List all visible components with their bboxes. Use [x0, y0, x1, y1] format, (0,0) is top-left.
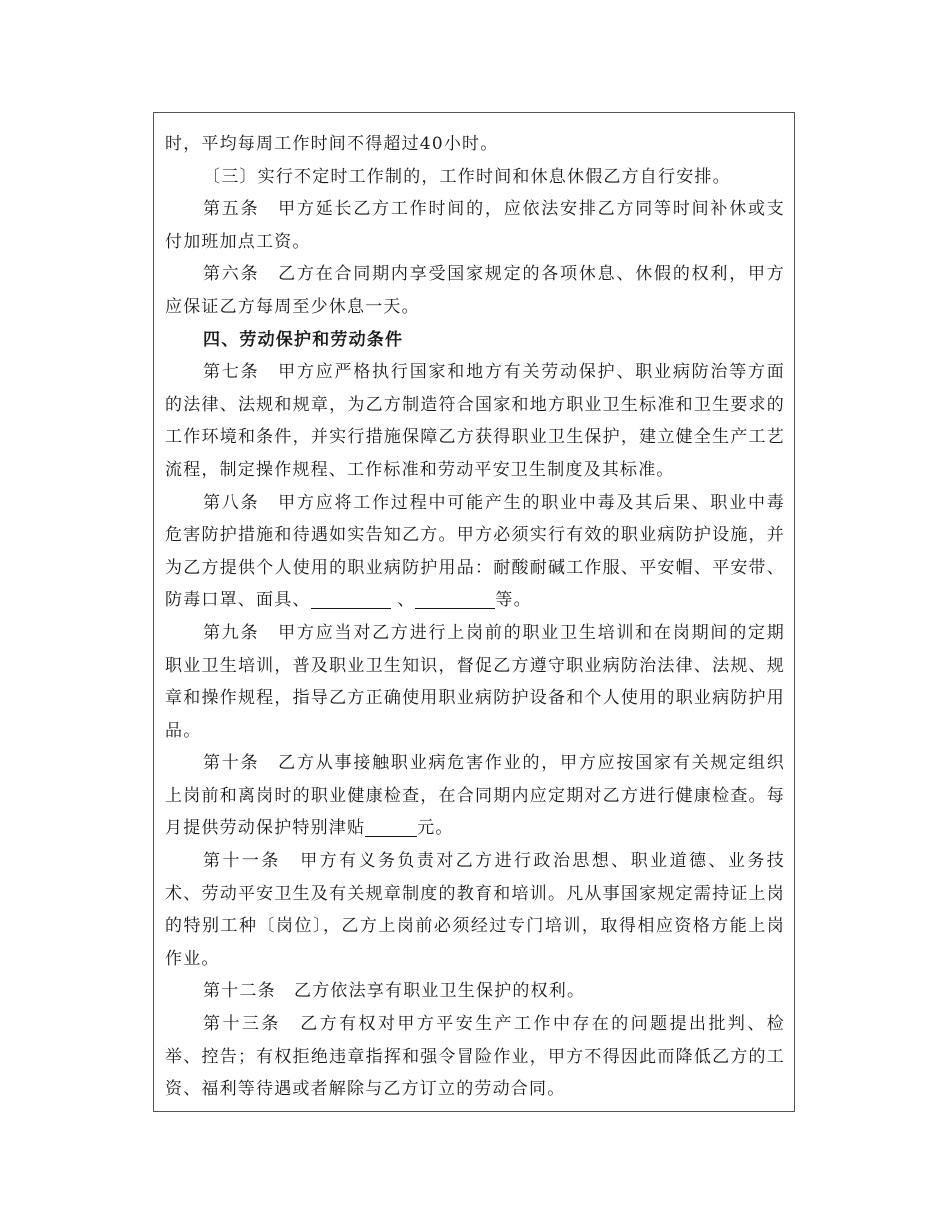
article-5: 第五条 甲方延长乙方工作时间的，应依法安排乙方同等时间补休或支付加班加点工资。	[165, 199, 785, 252]
section-heading-labor-protection: 四、劳动保护和劳动条件	[203, 329, 404, 350]
article-6: 第六条 乙方在合同期内享受国家规定的各项休息、休假的权利，甲方应保证乙方每周至少休息一天。	[165, 264, 785, 317]
article-10-text: 第十条 乙方从事接触职业病危害作业的，甲方应按国家有关规定组织上岗前和离岗时的职业健康检查，在合同期内应定期对乙方进行健康检查。每月提供劳动保护特别津贴	[165, 753, 785, 839]
paragraph-working-hours-end: 时，平均每周工作时间不得超过40小时。	[165, 134, 499, 154]
article-12: 第十二条 乙方依法享有职业卫生保护的权利。	[203, 981, 586, 1002]
article-11: 第十一条 甲方有义务负责对乙方进行政治思想、职业道德、业务技术、劳动平安卫生及有关规章制度的教育和培训。凡从事国家规定需持证上岗的特别工种〔岗位〕，乙方上岗前必须经过专门培训，取得相应资格方能上岗作业。	[165, 851, 785, 969]
article-9: 第九条 甲方应当对乙方进行上岗前的职业卫生培训和在岗期间的定期职业卫生培训，普及职业卫生知识，督促乙方遵守职业病防治法律、法规、规章和操作规程，指导乙方正确使用职业病防护设备和个人使用的职业病防护用品。	[165, 622, 785, 741]
contract-body	[165, 128, 785, 1106]
article-8-text: 第八条 甲方应将工作过程中可能产生的职业中毒及其后果、职业中毒危害防护措施和待遇如实告知乙方。甲方必须实行有效的职业病防护设施，并为乙方提供个人使用的职业病防护用品：耐酸耐碱工作服、平安帽、平安带、防毒口罩、面具、	[165, 492, 785, 611]
blank-field-2[interactable]	[415, 586, 495, 609]
article-8	[165, 487, 785, 617]
article-8-ending: 等。	[495, 590, 532, 611]
article-13: 第十三条 乙方有权对甲方平安生产工作中存在的问题提出批判、检举、控告；有权拒绝违章指挥和强令冒险作业，甲方不得因此而降低乙方的工资、福利等待遇或者解除与乙方订立的劳动合同。	[165, 1014, 785, 1100]
article-10-ending: 元。	[417, 818, 454, 839]
article-10	[165, 747, 785, 845]
article-8-separator: 、	[390, 590, 416, 611]
blank-field-1[interactable]	[311, 586, 391, 609]
paragraph-flexible-hours: 〔三〕实行不定时工作制的，工作时间和休息休假乙方自行安排。	[203, 166, 731, 187]
article-7: 第七条 甲方应严格执行国家和地方有关劳动保护、职业病防治等方面的法律、法规和规章，为乙方制造符合国家和地方职业卫生标准和卫生要求的工作环境和条件，并实行措施保障乙方获得职业卫生保护，建立健全生产工艺流程，制定操作规程、工作标准和劳动平安卫生制度及其标准。	[165, 362, 785, 480]
allowance-blank-field[interactable]	[365, 814, 417, 837]
